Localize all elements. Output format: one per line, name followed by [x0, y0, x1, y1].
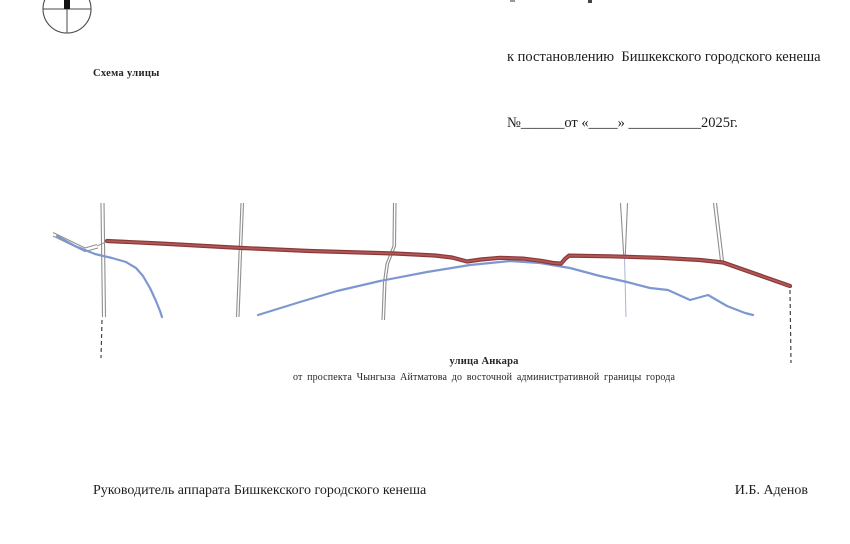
signature-row	[93, 483, 808, 499]
cross-street-1-line-a	[101, 203, 103, 317]
signatory-name: И.Б. Аденов	[734, 483, 808, 498]
cross-street-2-line-b	[239, 203, 244, 317]
street-name: улица Анкара	[449, 356, 519, 367]
signatory-title: Руководитель аппарата Бишкекского городского кенеша	[93, 483, 427, 498]
street-map	[0, 190, 850, 375]
cross-street-3-line-a	[382, 203, 394, 320]
boundary-dashed-east	[790, 290, 791, 363]
cross-street-1-line-b	[104, 203, 106, 317]
river-main-channel	[258, 261, 753, 315]
river-west-branch	[57, 236, 162, 317]
street-map-canvas	[0, 190, 850, 375]
map-caption	[234, 356, 734, 383]
attachment-line-2: №______от «____» __________2025г.	[507, 115, 738, 131]
boundary-dashed-west	[101, 320, 102, 358]
attachment-line-1: к постановлению Бишкекского городского кенеша	[507, 49, 821, 65]
cross-street-3-line-b	[385, 203, 397, 320]
cross-street-4-line-b	[625, 203, 627, 257]
attachment-reference	[507, 2, 837, 178]
cross-street-2-line-a	[237, 203, 242, 317]
scheme-label: Схема улицы	[93, 68, 160, 79]
compass-icon	[39, 0, 95, 40]
cross-street-4-line-a	[621, 203, 624, 257]
street-extent: от проспекта Чынгыза Айтматова до восточной административной границы города	[292, 372, 676, 383]
ankara-street-red-casing	[107, 241, 790, 286]
cross-street-4-extension	[625, 257, 627, 317]
